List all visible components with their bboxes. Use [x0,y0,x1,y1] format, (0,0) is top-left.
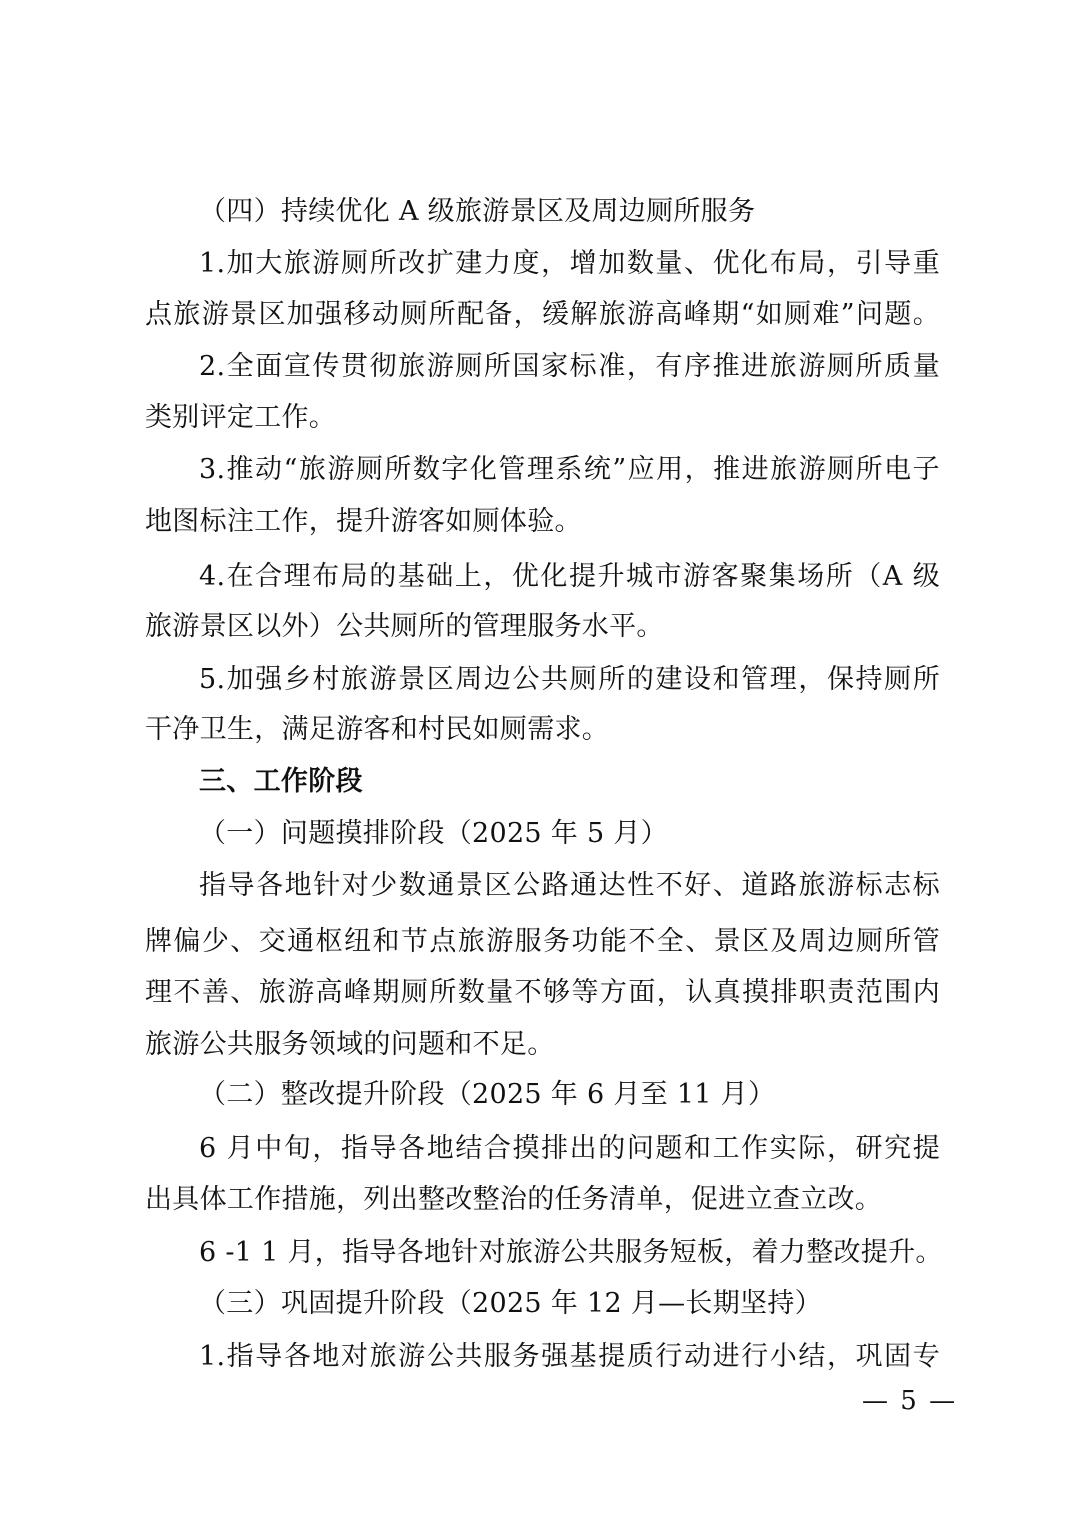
paragraph-line: 旅游景区以外）公共厕所的管理服务水平。 [145,611,664,642]
paragraph-line: 指导各地针对少数通景区公路通达性不好、道路旅游标志标 [199,870,940,901]
paragraph-line: 牌偏少、交通枢纽和节点旅游服务功能不全、景区及周边厕所管 [145,926,940,957]
paragraph-line: 5.加强乡村旅游景区周边公共厕所的建设和管理，保持厕所 [199,664,940,695]
paragraph-line: 2.全面宣传贯彻旅游厕所国家标准，有序推进旅游厕所质量 [199,351,940,382]
paragraph-line: 理不善、旅游高峰期厕所数量不够等方面，认真摸排职责范围内 [145,977,940,1008]
page-number: — 5 — [862,1386,958,1416]
paragraph-line: 6 -1 1 月，指导各地针对旅游公共服务短板，着力整改提升。 [199,1237,943,1268]
paragraph-line: 类别评定工作。 [145,402,337,433]
paragraph-line: 4.在合理布局的基础上，优化提升城市游客聚集场所（A 级 [199,561,940,592]
paragraph-line: 出具体工作措施，列出整改整治的任务清单，促进立查立改。 [145,1184,883,1215]
paragraph-line: 地图标注工作，提升游客如厕体验。 [145,506,582,537]
paragraph-line: 点旅游景区加强移动厕所配备，缓解旅游高峰期“如厕难”问题。 [145,299,940,330]
section-title: 三、工作阶段 [199,766,363,797]
paragraph-line: 3.推动“旅游厕所数字化管理系统”应用，推进旅游厕所电子 [199,454,940,485]
subheading-4: （四）持续优化 A 级旅游景区及周边厕所服务 [199,196,756,227]
paragraph-line: 1.加大旅游厕所改扩建力度，增加数量、优化布局，引导重 [199,248,940,279]
paragraph-line: 旅游公共服务领域的问题和不足。 [145,1029,555,1060]
paragraph-line: 6 月中旬，指导各地结合摸排出的问题和工作实际，研究提 [199,1133,940,1164]
paragraph-line: 1.指导各地对旅游公共服务强基提质行动进行小结，巩固专 [199,1341,940,1372]
subheading-2: （二）整改提升阶段（2025 年 6 月至 11 月） [199,1079,776,1110]
subheading-3: （三）巩固提升阶段（2025 年 12 月—长期坚持） [199,1288,822,1319]
paragraph-line: 干净卫生，满足游客和村民如厕需求。 [145,714,610,745]
subheading-1: （一）问题摸排阶段（2025 年 5 月） [199,818,668,849]
